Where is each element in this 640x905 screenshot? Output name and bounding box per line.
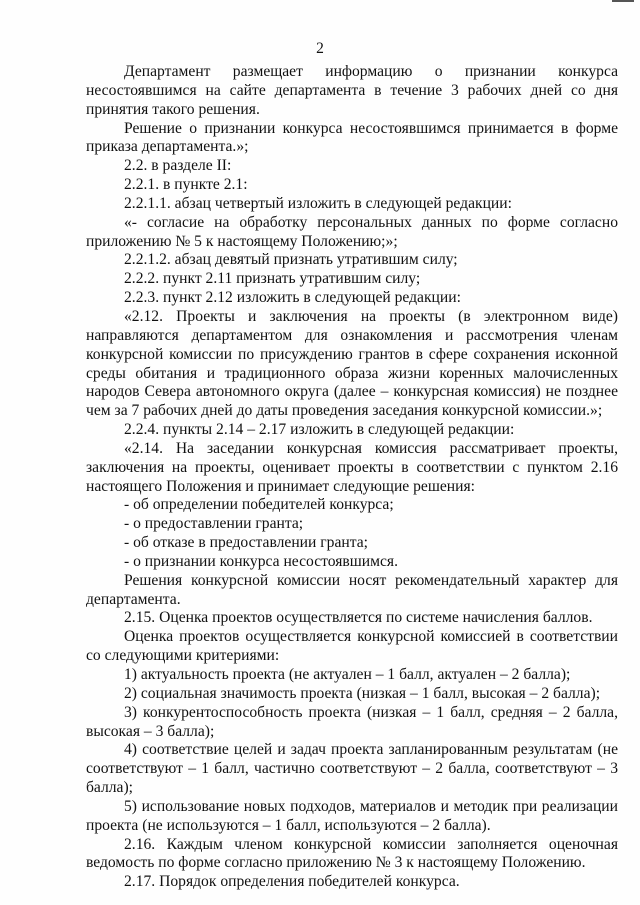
paragraph: 2.16. Каждым членом конкурсной комиссии заполняется оценочная ведомость по форме согласно приложению № 3 к настоящему Положению. bbox=[86, 835, 618, 872]
paragraph: Оценка проектов осуществляется конкурсной комиссией в соответствии со следующими критериями: bbox=[86, 628, 618, 665]
paragraph: 2.2.3. пункт 2.12 изложить в следующей редакции: bbox=[124, 289, 461, 307]
criteria-item: 1) актуальность проекта (не актуален – 1 балл, актуален – 2 балла); bbox=[124, 666, 571, 683]
paragraph: 2.2. в разделе II: bbox=[124, 157, 232, 175]
criteria-item: 2) социальная значимость проекта (низкая – 1 балл, высокая – 2 балла); bbox=[124, 684, 601, 702]
paragraph: 2.2.2. пункт 2.11 признать утратившим силу; bbox=[124, 270, 421, 288]
paragraph: Решения конкурсной комиссии носят рекомендательный характер для департамента. bbox=[86, 571, 618, 608]
document-body bbox=[86, 63, 618, 892]
list-item: - об отказе в предоставлении гранта; bbox=[124, 534, 368, 552]
paragraph: 2.2.4. пункты 2.14 – 2.17 изложить в следующей редакции: bbox=[124, 421, 515, 439]
paragraph: «2.12. Проекты и заключения на проекты (в электронном виде) направляются департаментом для ознакомления и рассмотрения членам конкурсной комиссии по присуждению грантов в сфере сохранения исконной среды обитания и традиционного образа жизни коренных малочисленных народов Севера автономного округа (далее – конкурсная комиссия) не позднее чем за 7 рабочих дней до даты проведения заседания конкурсной комиссии.»; bbox=[86, 307, 618, 420]
list-item: - о признании конкурса несостоявшимся. bbox=[124, 552, 398, 570]
list-item: - о предоставлении гранта; bbox=[124, 515, 304, 533]
paragraph: 2.2.1.1. абзац четвертый изложить в следующей редакции: bbox=[124, 194, 512, 212]
criteria-item: 4) соответствие целей и задач проекта запланированным результатам (не соответствуют – 1 балл, частично соответствуют – 2 балла, соответствуют – 3 балла); bbox=[86, 741, 618, 797]
paragraph: 2.17. Порядок определения победителей конкурса. bbox=[124, 873, 460, 891]
paragraph: Решение о признании конкурса несостоявшимся принимается в форме приказа департамента.»; bbox=[86, 119, 618, 156]
paragraph: «2.14. На заседании конкурсная комиссия рассматривает проекты, заключения на проекты, оценивает проекты в соответствии с пунктом 2.16 настоящего Положения и принимает следующие решения: bbox=[86, 439, 618, 495]
page-number: 2 bbox=[316, 40, 324, 57]
scan-mark bbox=[612, 0, 634, 2]
criteria-item: 3) конкурентоспособность проекта (низкая – 1 балл, средняя – 2 балла, высокая – 3 балла); bbox=[86, 703, 618, 740]
list-item: - об определении победителей конкурса; bbox=[124, 496, 394, 514]
paragraph: 2.15. Оценка проектов осуществляется по системе начисления баллов. bbox=[124, 609, 593, 627]
paragraph: 2.2.1. в пункте 2.1: bbox=[124, 176, 248, 194]
criteria-item: 5) использование новых подходов, материалов и методик при реализации проекта (не используются – 1 балл, используются – 2 балла). bbox=[86, 797, 618, 834]
paragraph: «- согласие на обработку персональных данных по форме согласно приложению № 5 к настоящему Положению;»; bbox=[86, 213, 618, 250]
paragraph: 2.2.1.2. абзац девятый признать утратившим силу; bbox=[124, 251, 458, 269]
paragraph: Департамент размещает информацию о признании конкурса несостоявшимся на сайте департамента в течение 3 рабочих дней со дня принятия такого решения. bbox=[86, 63, 618, 118]
